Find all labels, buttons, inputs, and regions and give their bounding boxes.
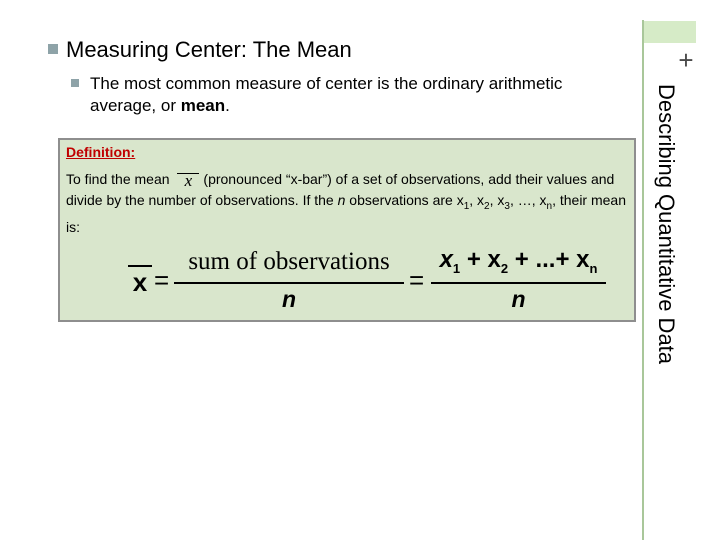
accent-square (643, 21, 696, 43)
subscript: 2 (484, 200, 490, 212)
bullet-end: . (225, 96, 230, 115)
definition-part: observations are x (345, 192, 464, 208)
definition-part: To find the mean (66, 171, 174, 187)
subscript: 1 (452, 260, 461, 276)
side-title: Describing Quantitative Data (654, 84, 679, 365)
square-bullet-icon (71, 79, 79, 87)
fraction-denominator: n (511, 286, 526, 312)
fraction-numerator-terms (431, 245, 606, 284)
bullet-text: The most common measure of center is the ordinary arithmetic average, or (90, 74, 563, 115)
fraction-bar (174, 282, 404, 284)
definition-part: (pronounced “x-bar”) of a set of observations, add their values and divide by the number of observations. If the (66, 171, 615, 208)
heading-text: Measuring Center: The Mean (66, 37, 352, 62)
term: x (439, 246, 453, 273)
sub-bullet-text (90, 73, 611, 117)
subscript: n (546, 200, 553, 212)
bullet-bold-term: mean (180, 96, 226, 115)
plus-icon: + (678, 45, 694, 75)
subscript: 3 (504, 200, 510, 212)
fraction-words (174, 245, 404, 317)
fraction-denominator: n (281, 286, 297, 312)
definition-text (66, 169, 636, 238)
vertical-divider (642, 20, 644, 540)
term: + ...+ x (508, 246, 590, 273)
slide-heading (48, 36, 352, 64)
subscript: 2 (500, 260, 509, 276)
definition-part: , …, x (509, 192, 547, 208)
definition-part: , x (469, 192, 485, 208)
mean-formula (126, 245, 606, 317)
fraction-symbols (431, 245, 606, 317)
definition-part: , x (489, 192, 505, 208)
formula-xbar: x (128, 265, 152, 297)
definition-part: , their mean is: (66, 192, 627, 235)
sub-bullet-item (71, 73, 611, 117)
formula-equals: = (409, 265, 425, 295)
fraction-numerator: sum of observations (188, 248, 390, 275)
subscript: n (589, 260, 598, 276)
square-bullet-icon (48, 44, 58, 54)
xbar-symbol: x (177, 173, 199, 188)
definition-label: Definition: (66, 144, 136, 160)
definition-box (58, 138, 636, 322)
term: + x (460, 246, 501, 273)
fraction-bar (431, 282, 606, 284)
formula-equals: = (154, 265, 170, 295)
definition-n: n (337, 192, 346, 208)
subscript: 1 (463, 200, 470, 212)
